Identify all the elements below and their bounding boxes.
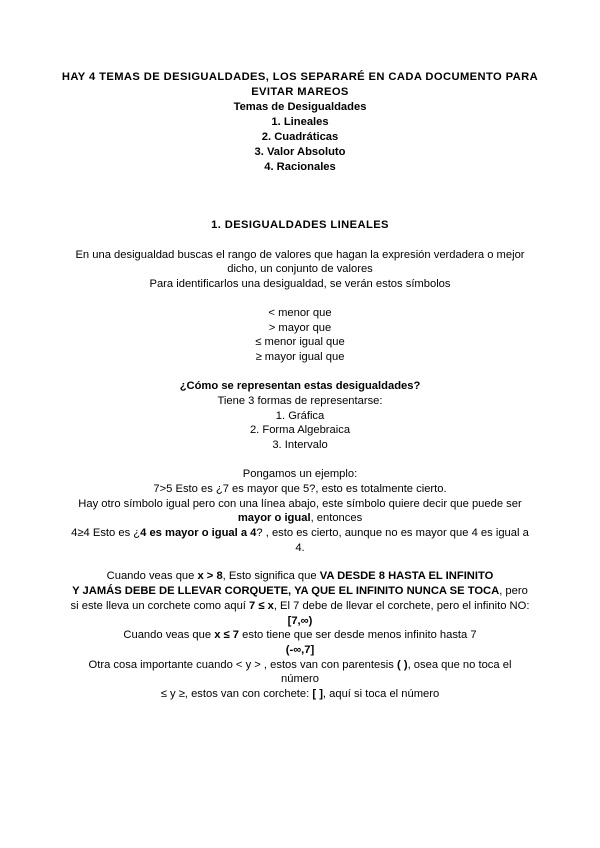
example-line: 7>5 Esto es ¿7 es mayor que 5?, esto es totalmente cierto. <box>153 483 447 495</box>
text-run: ≤ y ≥, estos van con corchete: <box>160 688 313 700</box>
text-run: ? , esto es cierto, aunque no es mayor que 4 es igual a <box>256 527 529 539</box>
rule-line <box>60 599 540 614</box>
rule-line <box>60 687 540 702</box>
description-line: dicho, un conjunto de valores <box>227 263 373 275</box>
example-intro: Pongamos un ejemplo: <box>242 468 358 480</box>
represent-form: 2. Forma Algebraica <box>249 424 351 436</box>
text-run: , entonces <box>310 512 363 524</box>
bold-phrase: Y JAMÁS DEBE DE LLEVAR CORQUETE, YA QUE EL INFINITO NUNCA SE TOCA <box>72 585 500 597</box>
text-run: , aquí si toca el número <box>322 688 440 700</box>
text-run: Cuando veas que <box>123 629 215 641</box>
bold-phrase: ( ) <box>397 659 408 671</box>
bold-phrase: x > 8 <box>197 570 223 582</box>
example-line <box>60 511 540 526</box>
represent-form: 1. Gráfica <box>275 410 325 422</box>
topic-item: 1. Lineales <box>271 116 329 128</box>
section-title: 1. DESIGUALDADES LINEALES <box>211 219 389 231</box>
topic-item: 2. Cuadráticas <box>261 131 339 143</box>
bold-phrase: VA DESDE 8 HASTA EL INFINITO <box>319 570 494 582</box>
rule-line <box>60 569 540 584</box>
text-run: , El 7 debe de llevar el corchete, pero el infinito NO: <box>273 600 530 612</box>
example-line <box>60 526 540 541</box>
topics-title: Temas de Desigualdades <box>233 101 367 113</box>
text-run: , pero <box>499 585 528 597</box>
rule-line: número <box>281 673 319 685</box>
description-line: En una desigualdad buscas el rango de valores que hagan la expresión verdadera o mejor <box>75 249 525 261</box>
text-run: , Esto significa que <box>222 570 320 582</box>
heading-line-1: HAY 4 TEMAS DE DESIGUALDADES, LOS SEPARARÉ EN CADA DOCUMENTO PARA <box>61 71 539 83</box>
text-run: , osea que no toca el <box>407 659 512 671</box>
represent-form: 3. Intervalo <box>272 439 328 451</box>
text-run: si este lleva un corchete como aquí <box>70 600 250 612</box>
symbol-item: ≤ menor igual que <box>255 336 345 348</box>
example-line: Hay otro símbolo igual pero con una línea abajo, este símbolo quiere decir que puede ser <box>78 498 522 510</box>
interval-example: [7,∞) <box>287 615 313 627</box>
topic-item: 3. Valor Absoluto <box>254 146 346 158</box>
interval-example: (-∞,7] <box>285 644 315 656</box>
bold-phrase: 4 es mayor o igual a 4 <box>140 527 257 539</box>
bold-phrase: 7 ≤ x <box>249 600 274 612</box>
example-line: 4. <box>295 542 305 554</box>
represent-question: ¿Cómo se representan estas desigualdades? <box>179 380 421 392</box>
bold-phrase: [ ] <box>312 688 323 700</box>
bold-phrase: x ≤ 7 <box>214 629 240 641</box>
heading-line-2: EVITAR MAREOS <box>251 86 349 98</box>
text-run: esto tiene que ser desde menos infinito hasta 7 <box>239 629 477 641</box>
symbol-item: > mayor que <box>268 322 332 334</box>
topic-item: 4. Racionales <box>264 161 336 173</box>
text-run: Cuando veas que <box>106 570 198 582</box>
bold-phrase: mayor o igual <box>237 512 311 524</box>
description-line: Para identificarlos una desigualdad, se verán estos símbolos <box>149 278 451 290</box>
rule-line <box>60 658 540 673</box>
rule-line <box>60 584 540 599</box>
symbol-item: ≥ mayor igual que <box>255 351 345 363</box>
represent-intro: Tiene 3 formas de representarse: <box>217 395 383 407</box>
symbol-item: < menor que <box>268 307 332 319</box>
rule-line <box>60 628 540 643</box>
text-run: 4≥4 Esto es ¿ <box>71 527 141 539</box>
text-run: Otra cosa importante cuando < y > , estos van con parentesis <box>88 659 397 671</box>
